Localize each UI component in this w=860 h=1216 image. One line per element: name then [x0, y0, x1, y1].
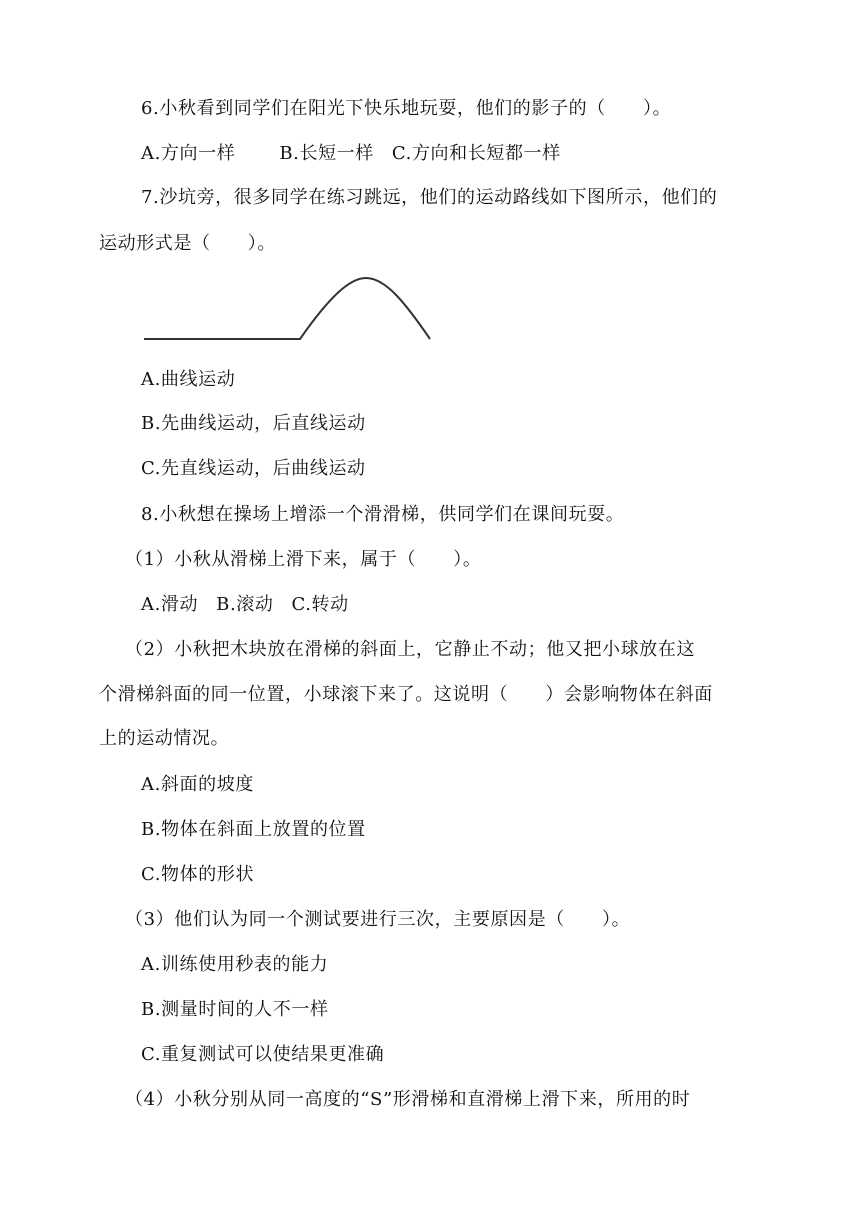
q8-part1-option-a: A.滑动 — [141, 594, 199, 615]
q8-part2-stem-line3: 上的运动情况。 — [99, 728, 230, 749]
q6-option-b: B.长短一样 — [279, 143, 374, 164]
q8-part3-stem: （3）他们认为同一个测试要进行三次，主要原因是（ ）。 — [125, 909, 631, 930]
q6-option-c: C.方向和长短都一样 — [391, 143, 561, 164]
q8-part1-options — [141, 593, 349, 617]
q8-part3-option-a: A.训练使用秒表的能力 — [141, 954, 329, 975]
q8-part2-option-c: C.物体的形状 — [141, 864, 255, 885]
q7-option-b: B.先曲线运动，后直线运动 — [141, 413, 366, 434]
q8-part2-option-a: A.斜面的坡度 — [141, 774, 254, 795]
q6-stem: 6.小秋看到同学们在阳光下快乐地玩耍，他们的影子的（ ）。 — [141, 98, 672, 119]
q8-part1-stem: （1）小秋从滑梯上滑下来，属于（ ）。 — [125, 549, 482, 570]
q8-part3-option-b: B.测量时间的人不一样 — [141, 999, 329, 1020]
q7-option-c: C.先直线运动，后曲线运动 — [141, 458, 366, 479]
q8-part2-stem-line2: 个滑梯斜面的同一位置，小球滚下来了。这说明（ ）会影响物体在斜面 — [99, 684, 713, 705]
q8-part2-stem-line1: （2）小秋把木块放在滑梯的斜面上，它静止不动；他又把小球放在这 — [125, 639, 696, 660]
q8-part2-option-b: B.物体在斜面上放置的位置 — [141, 819, 366, 840]
q8-stem: 8.小秋想在操场上增添一个滑滑梯，供同学们在课间玩耍。 — [141, 504, 625, 525]
q8-part1-option-c: C.转动 — [291, 594, 349, 615]
q6-option-a: A.方向一样 — [141, 143, 236, 164]
q7-stem-line1: 7.沙坑旁，很多同学在练习跳远，他们的运动路线如下图所示，他们的 — [141, 187, 718, 208]
q7-option-a: A.曲线运动 — [141, 369, 236, 390]
q8-part4-stem-line1: （4）小秋分别从同一高度的“S”形滑梯和直滑梯上滑下来，所用的时 — [125, 1089, 691, 1110]
q8-part3-option-c: C.重复测试可以使结果更准确 — [141, 1044, 385, 1065]
q6-options — [141, 142, 561, 166]
motion-path-diagram — [140, 272, 440, 348]
q8-part1-option-b: B.滚动 — [216, 594, 274, 615]
q7-stem-line2: 运动形式是（ ）。 — [99, 233, 276, 254]
